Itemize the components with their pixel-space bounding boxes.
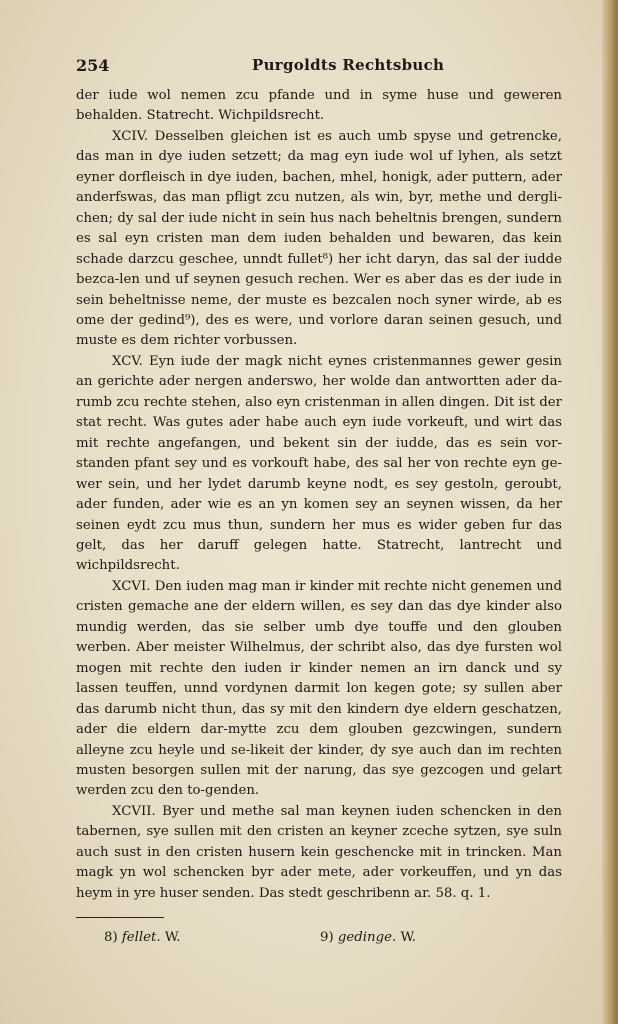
paragraph-xciv: XCIV. Desselben gleichen ist es auch umb spyse und getrencke, das man in dye iuden setzett; da mag eyn iude wol uf lyhen, als setzt eyner dorfleisch in dye iuden, bachen, mhel, honigk, ader puttern, ader anderfswas, das man pfligt zcu nutzen, als win, byr, methe und dergli-chen; dy sal der iude nicht in sein hus nach beheltnis brengen, sundern es sal eyn cristen man dem iuden behalden und bewaren, das kein schade darzcu geschee, unndt fullet⁸) her icht daryn, das sal der iudde bezca-len und uf seynen gesuch rechen. Wer es aber das es der iude in sein beheltnisse neme, der muste es bezcalen noch syner wirde, ab es ome der gedind⁹), des es were, und vorlore daran seinen gesuch, und muste es dem richter vorbussen. — [76, 128, 562, 349]
main-text — [76, 86, 562, 904]
page-header — [76, 56, 562, 78]
running-title: Purgoldts Rechtsbuch — [252, 56, 445, 74]
footnote-marker: 8) — [104, 930, 118, 945]
footnote-9 — [320, 930, 416, 945]
paragraph-xcvi: XCVI. Den iuden mag man ir kinder mit rechte nicht genemen und cristen gemache ane der eldern willen, es sey dan das dye kinder also mundig werden, das sie selber umb dye touffe und den glouben werben. Aber meister Wilhelmus, der schribt also, das dye fursten wol mogen mit rechte den iuden ir kinder nemen an irn danck und sy lassen teuffen, unnd vordynen darmit lon kegen gote; sy sullen aber das darumb nicht thun, das sy mit den kindern dye eldern geschatzen, ader die eldern dar-mytte zcu dem glouben gezcwingen, sundern alleyne zcu heyle und se-likeit der kinder, dy sye auch dan im rechten musten besorgen sullen mit der narung, das sye gezcogen und gelart werden zcu den to-genden. — [76, 578, 562, 799]
footnote-text: fellet. — [121, 930, 161, 945]
footnotes — [76, 930, 562, 950]
footnote-8 — [104, 930, 180, 945]
footnote-source: W. — [400, 930, 417, 945]
footnote-text: gedinge. — [337, 930, 397, 945]
page-number: 254 — [76, 56, 110, 75]
footnote-marker: 9) — [320, 930, 334, 945]
footnote-rule — [76, 917, 164, 918]
footnote-source: W. — [164, 930, 181, 945]
paragraph-xcvii: XCVII. Byer und methe sal man keynen iuden schencken in den tabernen, sye sullen mit den cristen an keyner zceche sytzen, sye suln auch sust in den cristen husern kein geschencke mit in trincken. Man magk yn wol schencken byr ader mete, ader vorkeuffen, und yn das heym in yre huser senden. Das stedt geschribenn ar. 58. q. 1. — [76, 803, 562, 901]
page-spine-edge — [602, 0, 618, 1024]
paragraph-continuation: der iude wol nemen zcu pfande und in syme huse und geweren behalden. Statrecht. Wichpildsrecht. — [76, 88, 562, 124]
paragraph-xcv: XCV. Eyn iude der magk nicht eynes cristenmannes gewer gesin an gerichte ader nergen anderswo, her wolde dan antwortten ader da-rumb zcu rechte stehen, also eyn cristenman in allen dingen. Dit ist der stat recht. Was gutes ader habe auch eyn iude vorkeuft, und wirt das mit rechte angefangen, und bekent sin der iudde, das es sein vor-standen pfant sey und es vorkouft habe, des sal her von rechte eyn ge-wer sein, und her lydet darumb keyne nodt, es sey gestoln, geroubt, ader funden, ader wie es an yn komen sey an seynen wissen, da her seinen eydt zcu mus thun, sundern her mus es wider geben fur das gelt, das her daruff gelegen hatte. Statrecht, lantrecht und wichpildsrecht. — [76, 353, 562, 574]
